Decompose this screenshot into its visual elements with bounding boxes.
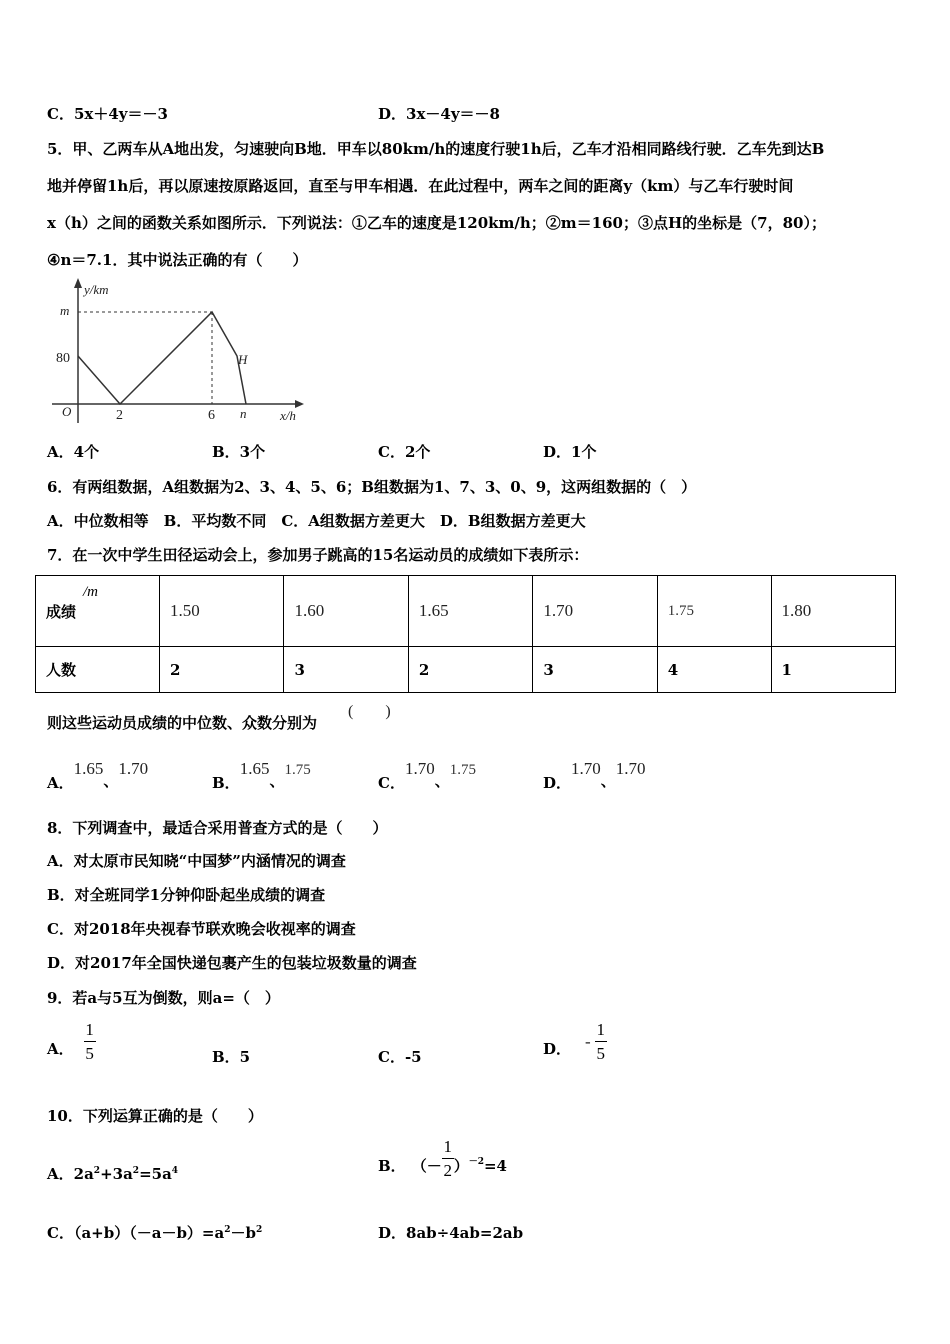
numerator: 1 <box>443 1137 452 1156</box>
open-paren: （－ <box>411 1157 442 1175</box>
fraction <box>442 1137 454 1180</box>
label-6: 6 <box>208 408 215 423</box>
q4-option-c: C．5x＋4y＝－3 <box>47 105 168 123</box>
denominator: 5 <box>85 1044 94 1063</box>
q5-option-a: A．4个 <box>47 443 100 461</box>
q7-answer-paren: ( ) <box>348 703 391 720</box>
origin-label: O <box>62 404 72 419</box>
option-letter: B． <box>212 774 240 792</box>
q7-option-c <box>378 758 476 792</box>
option-letter: B． <box>378 1157 406 1175</box>
q5-graph <box>40 278 310 428</box>
option-letter: A． <box>47 774 74 792</box>
option-sep: 、 <box>434 772 450 790</box>
q5-stem-line4: ④n＝7.1．其中说法正确的有（ ） <box>47 251 308 269</box>
q10-option-d <box>378 1222 523 1243</box>
q5-stem-line2: 地并停留1h后，再以原速按原路返回，直至与甲车相遇．在此过程中，两车之间的距离y（km）与乙车行驶时间 <box>47 177 794 195</box>
option-letter: D． <box>378 1224 407 1242</box>
exponent: －2 <box>468 1157 484 1167</box>
distance-line <box>78 312 246 404</box>
q6-stem: 6．有两组数据，A组数据为2、3、4、5、6；B组数据为1、7、3、0、9，这两组数据的（ ） <box>47 478 697 496</box>
minus-sign: - <box>585 1031 591 1051</box>
q7-option-b <box>212 758 311 792</box>
term: =4 <box>483 1156 507 1175</box>
exponent: 2 <box>224 1225 231 1235</box>
count-cell: 4 <box>657 647 771 693</box>
exponent: 2 <box>256 1225 263 1235</box>
count-cell: 3 <box>284 647 408 693</box>
q9-stem: 9．若a与5互为倒数，则a=（ ） <box>47 989 280 1007</box>
q9-option-a <box>47 1020 96 1063</box>
count-header: 人数 <box>36 647 160 693</box>
q9-option-c: C．-5 <box>378 1048 422 1066</box>
option-value: 1.70 <box>571 759 601 778</box>
fraction <box>84 1020 96 1063</box>
q10-option-a <box>47 1163 178 1184</box>
q10-stem: 10．下列运算正确的是（ ） <box>47 1107 263 1125</box>
exponent: 4 <box>171 1166 179 1176</box>
x-axis-label: x/h <box>280 408 296 423</box>
q8-stem: 8．下列调查中，最适合采用普查方式的是（ ） <box>47 819 388 837</box>
fraction-bar <box>442 1158 454 1159</box>
option-value: 1.75 <box>284 762 311 778</box>
option-letter: D． <box>543 1040 572 1058</box>
fraction-bar <box>84 1041 96 1042</box>
option-sep: 、 <box>269 772 285 790</box>
score-cell: 1.70 <box>533 576 657 647</box>
option-sep: 、 <box>600 772 616 790</box>
numerator: 1 <box>85 1020 94 1039</box>
score-cell: 1.60 <box>284 576 408 647</box>
q7-option-a <box>47 758 149 792</box>
score-header: 成绩 <box>46 602 77 621</box>
option-letter: C． <box>47 1224 74 1242</box>
score-cell: 1.75 <box>657 576 771 647</box>
y-axis-arrow <box>74 278 82 288</box>
q5-option-c: C．2个 <box>378 443 431 461</box>
score-cell: 1.50 <box>160 576 284 647</box>
q7-option-d <box>543 758 646 792</box>
q8-option-c: C．对2018年央视春节联欢晚会收视率的调查 <box>47 920 356 938</box>
h-label: H <box>238 352 248 367</box>
term: －b <box>230 1224 256 1242</box>
fraction-bar <box>595 1041 607 1042</box>
score-header-cell <box>36 576 160 647</box>
option-value: 1.75 <box>449 762 476 778</box>
option-value: 1.70 <box>118 759 149 778</box>
option-value: 1.70 <box>615 759 646 778</box>
denominator: 5 <box>596 1044 605 1063</box>
x-axis-arrow <box>295 400 304 408</box>
n-label: n <box>240 406 247 421</box>
q10-option-c <box>47 1222 262 1243</box>
label-80: 80 <box>56 351 70 366</box>
term: 8ab÷4ab=2ab <box>406 1224 524 1242</box>
q5-option-b: B．3个 <box>212 443 266 461</box>
label-2: 2 <box>116 408 123 423</box>
close-paren: ） <box>453 1157 469 1175</box>
option-letter: C． <box>378 774 405 792</box>
option-letter: D． <box>543 774 572 792</box>
count-cell: 2 <box>408 647 532 693</box>
q8-option-d: D．对2017年全国快递包裹产生的包装垃圾数量的调查 <box>47 954 417 972</box>
q7-question: 则这些运动员成绩的中位数、众数分别为 <box>47 714 318 732</box>
q5-stem-line1: 5．甲、乙两车从A地出发，匀速驶向B地．甲车以80km/h的速度行驶1h后，乙车才沿相同路线行驶．乙车先到达B <box>47 140 825 158</box>
count-cell: 1 <box>771 647 896 693</box>
q9-option-d <box>543 1020 607 1063</box>
q8-option-a: A．对太原市民知晓“中国梦”内涵情况的调查 <box>47 852 346 870</box>
count-cell: 3 <box>533 647 657 693</box>
score-row <box>36 576 896 647</box>
score-cell: 1.80 <box>771 576 896 647</box>
fraction <box>595 1020 607 1063</box>
option-sep: 、 <box>103 772 119 790</box>
score-unit: /m <box>83 584 98 600</box>
numerator: 1 <box>596 1020 605 1039</box>
denominator: 2 <box>443 1161 452 1180</box>
option-value: 1.70 <box>404 759 435 778</box>
y-axis-label: y/km <box>84 282 109 297</box>
option-letter: A． <box>47 1040 74 1058</box>
term: +3a <box>100 1165 133 1183</box>
option-value: 1.65 <box>73 759 104 778</box>
q8-option-b: B．对全班同学1分钟仰卧起坐成绩的调查 <box>47 886 326 904</box>
q4-option-d: D．3x－4y＝－8 <box>378 105 500 123</box>
term: （a+b）（－a－b）=a <box>73 1224 225 1242</box>
q7-stem: 7．在一次中学生田径运动会上，参加男子跳高的15名运动员的成绩如下表所示： <box>47 546 589 564</box>
count-cell: 2 <box>160 647 284 693</box>
q10-option-b <box>378 1137 507 1180</box>
count-row <box>36 647 896 693</box>
q5-option-d: D．1个 <box>543 443 597 461</box>
exponent: 2 <box>93 1166 101 1176</box>
q9-option-b: B．5 <box>212 1048 251 1066</box>
exponent: 2 <box>132 1166 140 1176</box>
term: 2a <box>73 1165 94 1183</box>
score-table <box>35 575 896 693</box>
score-cell: 1.65 <box>408 576 532 647</box>
option-letter: A． <box>47 1165 74 1183</box>
term: =5a <box>139 1165 172 1183</box>
q5-stem-line3: x（h）之间的函数关系如图所示．下列说法：①乙车的速度是120km/h；②m＝160；③点H的坐标是（7，80）； <box>47 214 826 232</box>
m-label: m <box>60 303 70 318</box>
option-value: 1.65 <box>239 759 270 778</box>
q6-options: A．中位数相等 B．平均数不同 C．A组数据方差更大 D．B组数据方差更大 <box>47 512 586 530</box>
